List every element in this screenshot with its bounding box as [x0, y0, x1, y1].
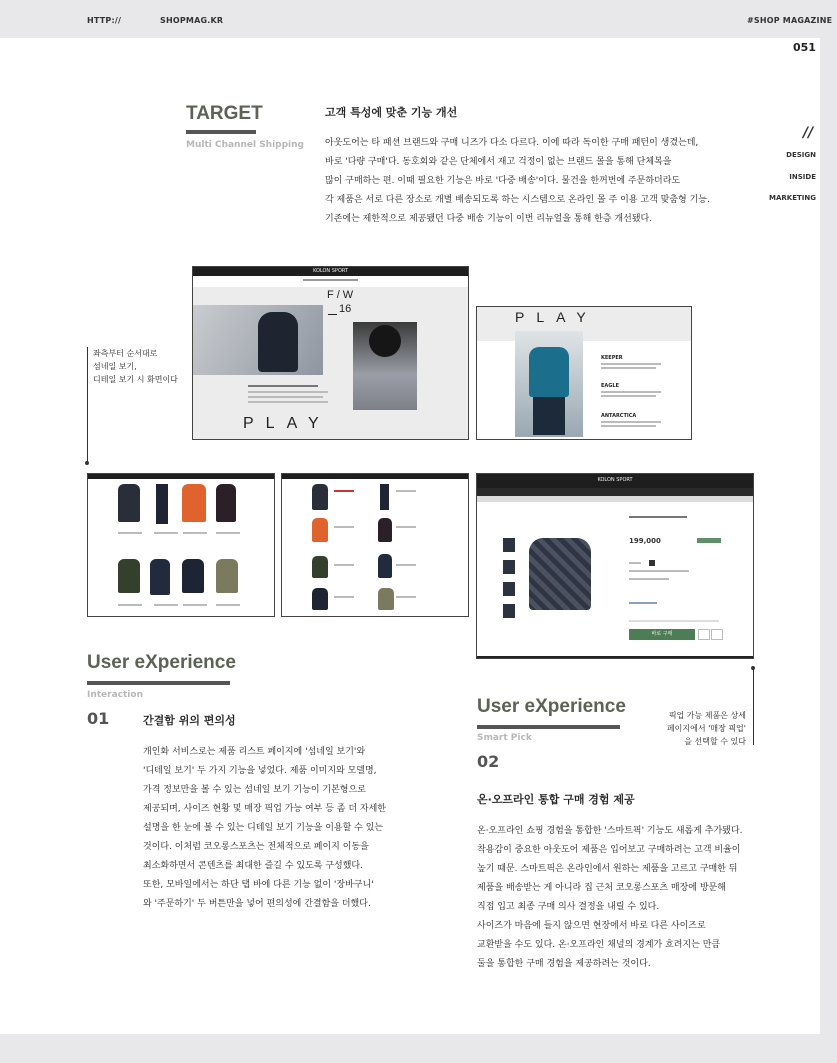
- screenshot-thumbnail-view: [87, 473, 275, 617]
- target-underline: [186, 130, 256, 134]
- product-thumb[interactable]: [118, 559, 140, 593]
- text-line: [601, 425, 656, 427]
- ux2-paragraph: [477, 822, 742, 974]
- site-navbar: [88, 474, 274, 479]
- caption-line: 을 선택할 수 있다: [684, 737, 746, 746]
- caption-left-dot: [85, 461, 89, 465]
- text-line: [118, 604, 142, 606]
- text-line: [248, 385, 318, 387]
- text-line: [601, 391, 661, 393]
- text-line: '디테일 보기' 두 가지 기능을 넣었다. 제품 이미지와 모델명,: [143, 766, 377, 776]
- product-thumb[interactable]: [182, 559, 204, 593]
- buy-button[interactable]: 바로 구매: [629, 629, 695, 640]
- ux2-underline: [477, 725, 620, 729]
- site-navbar: [282, 474, 468, 479]
- text-line: 가격 정보만을 볼 수 있는 섬네일 보기 기능이 기본형으로: [143, 785, 366, 795]
- text-line: 사이즈가 마음에 들지 않으면 현장에서 바로 다른 사이즈로: [477, 921, 706, 931]
- target-heading: 고객 특성에 맞춘 기능 개선: [325, 106, 458, 119]
- jacket-silhouette: [258, 312, 298, 372]
- text-line: [154, 532, 178, 534]
- ux1-number: 01: [87, 709, 110, 728]
- text-line: [248, 396, 323, 398]
- caption-line: 좌측부터 순서대로: [93, 349, 158, 358]
- caption-left-connector: [87, 347, 88, 463]
- target-subtitle: Multi Channel Shipping: [186, 140, 304, 150]
- product-thumb[interactable]: [216, 559, 238, 593]
- text-line: [183, 532, 207, 534]
- slash-mark: //: [803, 125, 814, 141]
- text-line: [183, 604, 207, 606]
- fur-hood: [369, 325, 401, 357]
- text-line: 착용감이 중요한 아웃도어 제품은 입어보고 구매하려는 고객 비율이: [477, 845, 741, 855]
- text-line: [334, 564, 354, 566]
- product-keeper: KEEPER: [601, 355, 623, 361]
- text-line: 와 '주문하기' 두 버튼만을 넣어 편의성에 간결함을 더했다.: [143, 899, 371, 909]
- side-menu-inside[interactable]: INSIDE: [789, 173, 816, 181]
- text-line: [334, 490, 354, 492]
- magazine-tag: #SHOP MAGAZINE: [747, 16, 833, 25]
- text-line: 기존에는 제한적으로 제공됐던 다중 배송 기능이 이번 리뉴얼을 통해 한층 개선됐다.: [325, 214, 653, 224]
- product-thumb[interactable]: [150, 559, 170, 595]
- blue-jacket: [529, 347, 569, 397]
- text-line: [334, 596, 354, 598]
- quantity-selector[interactable]: [629, 578, 669, 580]
- ux1-underline: [87, 681, 230, 685]
- ux2-heading: 온·오프라인 통합 구매 경험 제공: [477, 793, 635, 806]
- target-paragraph: [325, 134, 710, 229]
- text-line: 것이다. 이처럼 코오롱스포츠는 전체적으로 페이지 이동을: [143, 842, 369, 852]
- text-line: [601, 363, 661, 365]
- caption-right-dot: [751, 666, 755, 670]
- screenshot-product-page: [476, 473, 754, 659]
- site-navbar: [477, 474, 753, 488]
- product-thumb[interactable]: [312, 484, 328, 510]
- product-option-thumb[interactable]: [503, 582, 515, 596]
- brand-logo: KOLON SPORT: [597, 477, 633, 483]
- text-line: [601, 395, 656, 397]
- season-year: 16: [339, 303, 352, 315]
- caption-line: 페이지에서 '매장 픽업': [666, 724, 746, 733]
- text-line: [216, 604, 240, 606]
- ux2-subtitle: Smart Pick: [477, 733, 532, 743]
- text-line: 온·오프라인 쇼핑 경험을 통합한 '스마트픽' 기능도 새롭게 추가됐다.: [477, 826, 743, 836]
- product-thumb[interactable]: [118, 484, 140, 522]
- text-line: 설명을 한 눈에 볼 수 있는 디테일 보기 기능을 이용할 수 있는: [143, 823, 384, 833]
- text-line: [629, 562, 641, 564]
- sweater-photo: [529, 538, 591, 610]
- product-name: [629, 516, 687, 518]
- color-swatch[interactable]: [649, 560, 655, 566]
- text-line: 제공되며, 사이즈 현황 및 매장 픽업 가능 여부 등 좀 더 자세한: [143, 804, 386, 814]
- screenshot-campaign: [476, 306, 692, 440]
- text-line: 둘을 통합한 구매 경험을 제공하려는 것이다.: [477, 959, 651, 969]
- text-line: [601, 421, 661, 423]
- screenshot-detail-view: [281, 473, 469, 617]
- season-label: F/W: [327, 289, 357, 301]
- discount-badge: [697, 538, 721, 543]
- url-label: HTTP://: [87, 16, 122, 25]
- site-name[interactable]: SHOPMAG.KR: [160, 16, 224, 25]
- caption-right: [667, 709, 746, 748]
- side-menu-design[interactable]: DESIGN: [786, 151, 816, 159]
- product-thumb[interactable]: [312, 588, 328, 610]
- caption-line: 섬네일 보기,: [93, 362, 137, 371]
- text-line: 제품을 배송받는 게 아니라 집 근처 코오롱스포츠 매장에 방문해: [477, 883, 726, 893]
- target-title: TARGET: [186, 103, 263, 124]
- text-line: 바로 '다량 구매'다. 동호회와 같은 단체에서 재고 걱정이 없는 브랜드 몰을 통해 단체복을: [325, 157, 672, 167]
- text-line: [396, 490, 416, 492]
- text-line: 각 제품은 서로 다른 장소로 개별 배송되도록 하는 시스템으로 온라인 몰 주 이용 고객 맞춤형 기능.: [325, 195, 710, 205]
- ux2-number: 02: [477, 752, 500, 771]
- text-line: [248, 391, 328, 393]
- page-number: 051: [793, 41, 816, 54]
- product-thumb[interactable]: [378, 554, 392, 578]
- product-thumb[interactable]: [156, 484, 168, 524]
- ux1-heading: 간결함 위의 편의성: [143, 714, 236, 727]
- share-button[interactable]: [711, 629, 723, 640]
- product-option-thumb[interactable]: [503, 538, 515, 552]
- product-thumb[interactable]: [378, 588, 394, 610]
- sub-nav: [477, 488, 753, 496]
- size-options[interactable]: [629, 570, 689, 572]
- product-thumb[interactable]: [312, 556, 328, 578]
- ux2-title: User eXperience: [477, 696, 626, 717]
- bottom-border: [477, 656, 753, 658]
- product-thumb[interactable]: [378, 518, 392, 542]
- product-thumb[interactable]: [182, 484, 206, 522]
- product-thumb[interactable]: [380, 484, 389, 510]
- text-line: 아웃도어는 타 패션 브랜드와 구매 니즈가 다소 다르다. 이에 따라 독이한 구매 패턴이 생겼는데,: [325, 138, 699, 148]
- product-option-thumb[interactable]: [503, 604, 515, 618]
- nav-menu: [303, 279, 358, 281]
- ux1-subtitle: Interaction: [87, 690, 143, 700]
- text-line: 교환받을 수도 있다. 온·오프라인 채널의 경계가 흐려지는 만큼: [477, 940, 721, 950]
- text-line: 개인화 서비스로는 제품 리스트 페이지에 '섬네일 보기'와: [143, 747, 366, 757]
- side-menu-marketing[interactable]: MARKETING: [769, 194, 816, 202]
- site-navbar: [193, 267, 468, 276]
- text-line: [248, 401, 328, 403]
- smart-pick-option[interactable]: [629, 602, 657, 604]
- text-line: [154, 604, 178, 606]
- text-line: [396, 596, 416, 598]
- category-nav: [477, 496, 753, 502]
- ux1-paragraph: [143, 743, 386, 914]
- product-price: 199,000: [629, 537, 661, 545]
- caption-right-connector: [753, 668, 754, 745]
- text-line: [216, 532, 240, 534]
- text-line: 최소화하면서 콘텐츠를 최대한 즐길 수 있도록 구성했다.: [143, 861, 363, 871]
- product-antarctica: ANTARCTICA: [601, 413, 637, 419]
- text-line: [629, 620, 719, 622]
- text-line: 또한, 모바일에서는 하단 탭 바에 다른 기능 없이 '장바구니': [143, 880, 374, 890]
- caption-line: 디테일 보기 시 화면이다: [93, 375, 178, 384]
- caption-line: 픽업 가능 제품은 상세: [668, 711, 746, 720]
- product-thumb[interactable]: [312, 518, 328, 542]
- brand-logo: KOLON SPORT: [312, 268, 349, 274]
- campaign-word-2: PLAY: [515, 309, 598, 325]
- text-line: 높기 때문. 스마트픽은 온라인에서 원하는 제품을 고르고 구매한 뒤: [477, 864, 738, 874]
- caption-left: [93, 347, 178, 386]
- top-bar: [0, 0, 837, 38]
- product-option-thumb[interactable]: [503, 560, 515, 574]
- wishlist-button[interactable]: [698, 629, 710, 640]
- campaign-word: PLAY: [243, 415, 331, 432]
- text-line: [396, 526, 416, 528]
- text-line: [118, 532, 142, 534]
- product-eagle: EAGLE: [601, 383, 619, 389]
- season-dash: [328, 314, 337, 315]
- pants: [533, 397, 565, 435]
- text-line: [601, 367, 656, 369]
- screenshot-main-page: [192, 266, 469, 440]
- text-line: 직접 입고 최종 구매 의사 결정을 내릴 수 있다.: [477, 902, 660, 912]
- product-thumb[interactable]: [216, 484, 236, 522]
- text-line: 많이 구매하는 편. 이때 필요한 기능은 바로 '다중 배송'이다. 물건을 한꺼번에 주문하더라도: [325, 176, 681, 186]
- text-line: [334, 526, 354, 528]
- text-line: [396, 564, 416, 566]
- ux1-title: User eXperience: [87, 652, 236, 673]
